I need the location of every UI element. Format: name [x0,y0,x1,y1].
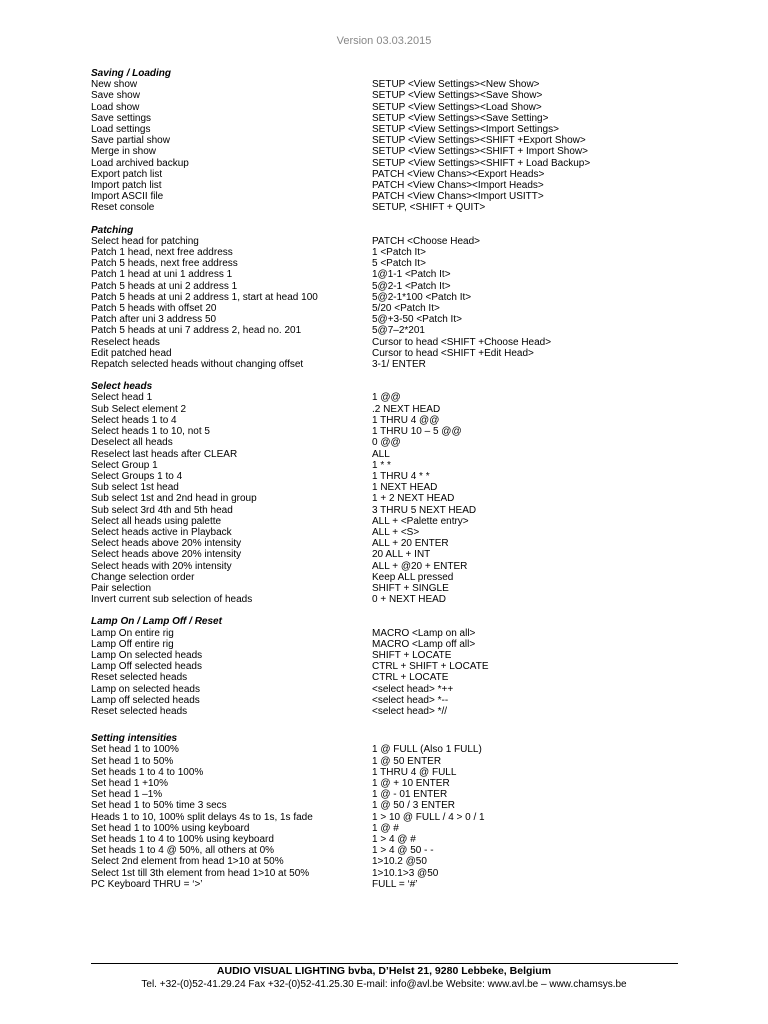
shortcut-row [91,549,711,560]
footer-divider [91,963,678,964]
key-command: 1 * * [372,459,391,471]
key-command: 1 > 4 @ 50 - - [372,845,434,857]
action-description: Merge in show [91,146,157,158]
shortcut-row [91,471,711,482]
shortcut-row [91,812,711,823]
key-command: 1>10.2 @50 [372,856,427,868]
shortcut-row [91,258,711,269]
action-description: Load settings [91,124,151,136]
action-description: Deselect all heads [91,437,173,449]
key-command: 3-1/ ENTER [372,359,426,371]
action-description: Lamp off selected heads [91,694,200,706]
action-description: Select heads above 20% intensity [91,549,242,561]
shortcut-row [91,482,711,493]
action-description: Reset console [91,202,155,214]
action-description: Select Group 1 [91,459,158,471]
key-command: 1 THRU 4 @@ [372,414,440,426]
version-label: Version 03.03.2015 [336,35,432,47]
action-description: Patch 5 heads at uni 2 address 1 [91,280,238,292]
shortcut-row [91,684,711,695]
key-command: 5/20 <Patch It> [372,303,440,315]
shortcut-row [91,516,711,527]
action-description: Set heads 1 to 4 @ 50%, all others at 0% [91,845,275,857]
key-command: 1>10.1>3 @50 [372,867,439,879]
key-command: <select head> *-- [372,694,449,706]
key-command: SHIFT + LOCATE [372,649,452,661]
action-description: Load archived backup [91,157,189,169]
action-description: Patch after uni 3 address 50 [91,314,217,326]
key-command: 1 THRU 10 – 5 @@ [372,426,462,438]
section-title: Patching [91,224,134,236]
key-command: 1 @ + 10 ENTER [372,777,450,789]
shortcut-row [91,337,711,348]
key-command: 1 @ - 01 ENTER [372,789,448,801]
footer-company: AUDIO VISUAL LIGHTING bvba, D’Helst 21, 9280 Lebbeke, Belgium [216,965,552,977]
shortcut-row [91,672,711,683]
key-command: ALL [372,448,390,460]
shortcut-row [91,102,711,113]
shortcut-row [91,767,711,778]
shortcut-row [91,348,711,359]
key-command: 1 > 4 @ # [372,834,416,845]
key-command: 5@7–2*201 [372,325,425,337]
shortcut-row [91,325,711,336]
shortcut-row [91,460,711,471]
shortcut-row [91,146,711,157]
key-command: 1 @ # [372,822,399,834]
shortcut-reference [91,68,711,901]
shortcut-row [91,415,711,426]
key-command: MACRO <Lamp on all> [372,627,476,639]
action-description: Patch 5 heads at uni 2 address 1, start at head 100 [91,291,318,303]
key-command: FULL = ‘#’ [372,878,418,890]
section [91,68,711,214]
action-description: Sub select 1st head [91,482,179,494]
key-command: SETUP <View Settings><Load Show> [372,101,542,113]
action-description: Pair selection [91,582,152,594]
action-description: Repatch selected heads without changing offset [91,359,304,371]
action-description: Reset selected heads [91,672,188,684]
key-command: CTRL + SHIFT + LOCATE [372,661,489,673]
shortcut-row [91,706,711,717]
action-description: Select heads active in Playback [91,526,232,538]
key-command: 1 + 2 NEXT HEAD [372,493,455,505]
action-description: Select all heads using palette [91,515,222,527]
shortcut-row [91,628,711,639]
action-description: Set head 1 +10% [91,777,169,789]
shortcut-row [91,437,711,448]
shortcut-row [91,269,711,280]
action-description: Reselect last heads after CLEAR [91,448,238,460]
key-command: ALL + <S> [372,526,420,538]
shortcut-row [91,404,711,415]
action-description: Change selection order [91,571,195,583]
key-command: PATCH <Choose Head> [372,235,481,247]
key-command: 20 ALL + INT [372,549,431,561]
shortcut-row [91,191,711,202]
action-description: Invert current sub selection of heads [91,594,253,606]
key-command: Cursor to head <SHIFT +Choose Head> [372,336,552,348]
action-description: Select heads with 20% intensity [91,560,232,572]
key-command: 1 THRU 4 @ FULL [372,766,457,778]
footer-contact: Tel. +32-(0)52-41.29.24 Fax +32-(0)52-41.25.30 E-mail: info@avl.be Website: www.avl.be – www.chamsys.be [141,979,627,990]
section [91,733,711,890]
shortcut-row [91,661,711,672]
key-command: PATCH <View Chans><Import USITT> [372,191,544,203]
key-command: SETUP, <SHIFT + QUIT> [372,202,486,214]
key-command: ALL + <Palette entry> [372,515,469,527]
shortcut-row [91,756,711,767]
action-description: Patch 5 heads, next free address [91,258,238,270]
action-description: Import ASCII file [91,191,164,203]
action-description: Patch 5 heads at uni 7 address 2, head no. 201 [91,325,302,337]
action-description: Select heads above 20% intensity [91,538,242,550]
action-description: PC Keyboard THRU = ‘>’ [91,878,203,890]
shortcut-row [91,135,711,146]
key-command: 3 THRU 5 NEXT HEAD [372,504,477,516]
key-command: <select head> *++ [372,683,454,695]
key-command: .2 NEXT HEAD [372,403,441,415]
shortcut-row [91,124,711,135]
shortcut-row [91,650,711,661]
shortcut-row [91,303,711,314]
shortcut-row [91,583,711,594]
action-description: Sub Select element 2 [91,403,187,415]
shortcut-row [91,856,711,867]
key-command: SETUP <View Settings><New Show> [372,79,540,91]
action-description: Set heads 1 to 4 to 100% using keyboard [91,834,274,845]
action-description: Set head 1 to 50% [91,755,174,767]
shortcut-row [91,113,711,124]
action-description: Set heads 1 to 4 to 100% [91,766,204,778]
key-command: <select head> *// [372,705,448,717]
key-command: PATCH <View Chans><Import Heads> [372,180,544,192]
key-command: PATCH <View Chans><Export Heads> [372,168,545,180]
shortcut-row [91,180,711,191]
key-command: Cursor to head <SHIFT +Edit Head> [372,347,534,359]
action-description: Load show [91,101,140,113]
key-command: SETUP <View Settings><SHIFT +Export Show> [372,135,586,147]
key-command: MACRO <Lamp off all> [372,638,476,650]
action-description: Edit patched head [91,347,172,359]
action-description: Lamp On entire rig [91,627,174,639]
action-description: Select head 1 [91,392,153,404]
action-description: Reselect heads [91,336,160,348]
key-command: 1 @ 50 / 3 ENTER [372,800,455,812]
section-title: Setting intensities [91,733,178,745]
key-command: 5@2-1*100 <Patch It> [372,291,472,303]
shortcut-row [91,202,711,213]
shortcut-row [91,236,711,247]
shortcut-row [91,834,711,845]
action-description: Patch 1 head at uni 1 address 1 [91,269,233,281]
section [91,381,711,605]
key-command: 1 @ FULL (Also 1 FULL) [372,744,482,756]
action-description: Import patch list [91,180,162,192]
action-description: New show [91,79,138,91]
key-command: SETUP <View Settings><Save Setting> [372,112,549,124]
shortcut-row [91,493,711,504]
action-description: Set head 1 –1% [91,789,163,801]
key-command: 1 <Patch It> [372,247,426,259]
key-command: 1 @ 50 ENTER [372,755,442,767]
shortcut-row [91,823,711,834]
action-description: Export patch list [91,168,163,180]
key-command: CTRL + LOCATE [372,672,449,684]
shortcut-row [91,594,711,605]
key-command: ALL + 20 ENTER [372,538,449,550]
key-command: 1@1-1 <Patch It> [372,269,451,281]
shortcut-row [91,561,711,572]
action-description: Select 2nd element from head 1>10 at 50% [91,856,284,868]
shortcut-row [91,800,711,811]
section-title: Select heads [91,381,153,393]
shortcut-row [91,744,711,755]
section [91,616,711,717]
shortcut-row [91,879,711,890]
action-description: Heads 1 to 10, 100% split delays 4s to 1s, 1s fade [91,811,313,823]
shortcut-row [91,505,711,516]
action-description: Select Groups 1 to 4 [91,470,183,482]
action-description: Lamp Off entire rig [91,638,174,650]
action-description: Lamp Off selected heads [91,661,202,673]
section [91,225,711,371]
shortcut-row [91,79,711,90]
action-description: Reset selected heads [91,705,188,717]
action-description: Save show [91,90,140,102]
key-command: 5@2-1 <Patch It> [372,280,451,292]
shortcut-row [91,449,711,460]
shortcut-row [91,695,711,706]
shortcut-row [91,281,711,292]
shortcut-row [91,392,711,403]
action-description: Set head 1 to 100% [91,744,179,756]
shortcut-row [91,538,711,549]
action-description: Save partial show [91,135,170,147]
shortcut-row [91,359,711,370]
key-command: ALL + @20 + ENTER [372,560,468,572]
shortcut-row [91,789,711,800]
shortcut-row [91,527,711,538]
action-description: Set head 1 to 50% time 3 secs [91,800,227,812]
section-title: Lamp On / Lamp Off / Reset [91,616,222,628]
key-command: 5@+3-50 <Patch It> [372,314,462,326]
key-command: 1 @@ [372,392,401,404]
key-command: 5 <Patch It> [372,258,426,270]
action-description: Patch 5 heads with offset 20 [91,303,217,315]
action-description: Set head 1 to 100% using keyboard [91,822,250,834]
key-command: 0 @@ [372,437,401,449]
key-command: Keep ALL pressed [372,571,454,583]
shortcut-row [91,868,711,879]
action-description: Select 1st till 3th element from head 1>10 at 50% [91,867,310,879]
section-title: Saving / Loading [91,68,172,79]
shortcut-row [91,292,711,303]
action-description: Lamp on selected heads [91,683,200,695]
key-command: SETUP <View Settings><SHIFT + Load Backup> [372,157,591,169]
action-description: Select heads 1 to 10, not 5 [91,426,210,438]
shortcut-row [91,158,711,169]
key-command: SETUP <View Settings><Save Show> [372,90,543,102]
shortcut-row [91,314,711,325]
shortcut-row [91,572,711,583]
key-command: 1 NEXT HEAD [372,482,438,494]
key-command: 0 + NEXT HEAD [372,594,447,606]
shortcut-row [91,426,711,437]
action-description: Sub select 3rd 4th and 5th head [91,504,233,516]
action-description: Save settings [91,112,152,124]
key-command: SETUP <View Settings><Import Settings> [372,124,559,136]
action-description: Select head for patching [91,235,199,247]
shortcut-row [91,247,711,258]
key-command: SHIFT + SINGLE [372,582,449,594]
key-command: SETUP <View Settings><SHIFT + Import Show> [372,146,588,158]
action-description: Select heads 1 to 4 [91,414,177,426]
action-description: Lamp On selected heads [91,649,203,661]
shortcut-row [91,778,711,789]
shortcut-row [91,845,711,856]
key-command: 1 > 10 @ FULL / 4 > 0 / 1 [372,811,485,823]
action-description: Patch 1 head, next free address [91,247,233,259]
shortcut-row [91,169,711,180]
action-description: Sub select 1st and 2nd head in group [91,493,257,505]
key-command: 1 THRU 4 * * [372,470,430,482]
shortcut-row [91,90,711,101]
shortcut-row [91,639,711,650]
